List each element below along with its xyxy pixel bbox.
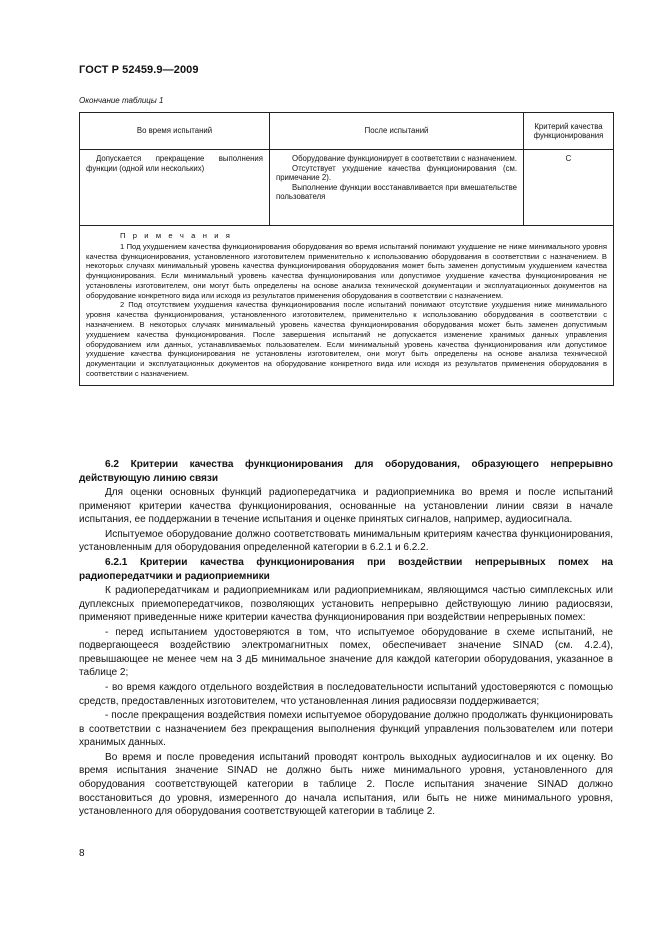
- page-number: 8: [79, 848, 85, 859]
- table-notes: [80, 226, 614, 386]
- criteria-table-container: [79, 112, 613, 386]
- section-6-2-1-heading: 6.2.1 Критерии качества функционирования при воздействии непрерывных помех на радиопередатчики и радиоприемники: [79, 556, 613, 582]
- section-6-2-1-list-item-1: - перед испытанием удостоверяются в том, что испытуемое оборудование в схеме испытаний, не подвергающееся воздействию электромагнитных помех, обеспечивает значение SINAD (см. 4.2.4), превышающее не менее чем на 3 дБ минимальное значение для каждой категории оборудования, указанное в таблице 2;: [79, 626, 613, 679]
- section-6-2-paragraph-1: Для оценки основных функций радиопередатчика и радиоприемника во время и после испытаний применяют критерии качества функционирования, основанные на установлении линии связи в начале испытания, ее поддержании в течение испытания и оценке принятых сигналов, например, аудиосигнала.: [79, 487, 613, 526]
- cell-after-line-2: Отсутствует ухудшение качества функционирования (см. примечание 2).: [276, 163, 517, 182]
- cell-after: [270, 150, 524, 226]
- table-notes-row: [80, 226, 614, 386]
- cell-after-line-1: Оборудование функционирует в соответствии с назначением.: [292, 154, 517, 163]
- criteria-table: [79, 112, 614, 386]
- cell-criterion: C: [524, 150, 614, 226]
- note-2: 2 Под отсутствием ухудшения качества функционирования после испытаний понимают отсутствие ухудшения ниже минимального уровня качества функционирования, установленного изготовителем, применительно к использованию оборудования в соответствии с назначением. В некоторых случаях минимальный уровень качества функционирования оборудования может быть заменен допустимым ухудшением качества функционирования. После завершения испытаний не допускается изменение хранимых данных управления оборудованием или данных, устанавливаемых пользователем. Если минимальный уровень качества функционирования или допустимое ухудшение качества функционирования не установлены изготовителем, они могут быть определены на основе анализа технической документации и эксплуатационных документов на оборудование конкретного вида или исходя из результатов применения оборудования в соответствии с назначением.: [86, 300, 607, 378]
- section-6-2-heading: 6.2 Критерии качества функционирования для оборудования, образующего непрерывно действующую линию связи: [79, 459, 613, 484]
- cell-during-text: Допускается прекращение выполнения функции (одной или нескольких): [86, 154, 263, 173]
- cell-after-line-3: Выполнение функции восстанавливается при вмешательстве пользователя: [276, 182, 517, 201]
- table-row: [80, 150, 614, 226]
- column-header-during: Во время испытаний: [80, 113, 270, 150]
- cell-during: [80, 150, 270, 226]
- section-6-2-1-paragraph-1: К радиопередатчикам и радиоприемникам или радиоприемникам, являющимся частью симплексных или дуплексных приемопередатчиков, позволяющих установить непрерывно действующую линию радиосвязи, применяют приведенные ниже критерии качества функционирования при воздействии непрерывных помех:: [79, 585, 613, 624]
- note-1: 1 Под ухудшением качества функционирования оборудования во время испытаний понимают ухудшение не ниже минимального уровня качества функционирования, установленного изготовителем применительно к использованию оборудования в соответствии с назначением. В некоторых случаях минимальный уровень качества функционирования оборудования может быть заменен допустимым ухудшением качества функционирования. Если минимальный уровень качества функционирования или допустимое ухудшение качества функционирования не установлены изготовителем, они могут быть определены на основе анализа технической документации и эксплуатационных документов на оборудование конкретного вида или исходя из результатов применения оборудования в соответствии с назначением.: [86, 241, 607, 300]
- column-header-after: После испытаний: [270, 113, 524, 150]
- table-caption: Окончание таблицы 1: [79, 96, 164, 105]
- section-6-2-1-list-item-3: - после прекращения воздействия помехи испытуемое оборудование должно продолжать функционировать в соответствии с назначением без прекращения выполнения функций управления пользователем или потери хранимых данных.: [79, 710, 613, 749]
- notes-title: П р и м е ч а н и я: [120, 231, 233, 240]
- column-header-criterion: Критерий качества функционирования: [524, 113, 614, 150]
- section-6-2-paragraph-2: Испытуемое оборудование должно соответствовать минимальным критериям качества функционирования, установленным для оборудования определенной категории в 6.2.1 и 6.2.2.: [79, 528, 613, 554]
- document-header: ГОСТ Р 52459.9—2009: [79, 64, 199, 76]
- main-content: [79, 458, 613, 820]
- section-6-2-1-list-item-2: - во время каждого отдельного воздействия в последовательности испытаний удостоверяются с помощью средств, предоставленных изготовителем, что установленная линия радиосвязи поддерживается;: [79, 682, 613, 707]
- section-6-2-1-paragraph-2: Во время и после проведения испытаний проводят контроль выходных аудиосигналов и их оценку. Во время испытания значение SINAD не должно быть ниже минимального уровня, установленного для оборудования соответствующей категории в таблице 2. После испытания значение SINAD должно восстановиться до уровня, измеренного до начала испытания, или быть не ниже минимального уровня, установленного для оборудования соответствующей категории в таблице 2.: [79, 751, 613, 818]
- table-header-row: [80, 113, 614, 150]
